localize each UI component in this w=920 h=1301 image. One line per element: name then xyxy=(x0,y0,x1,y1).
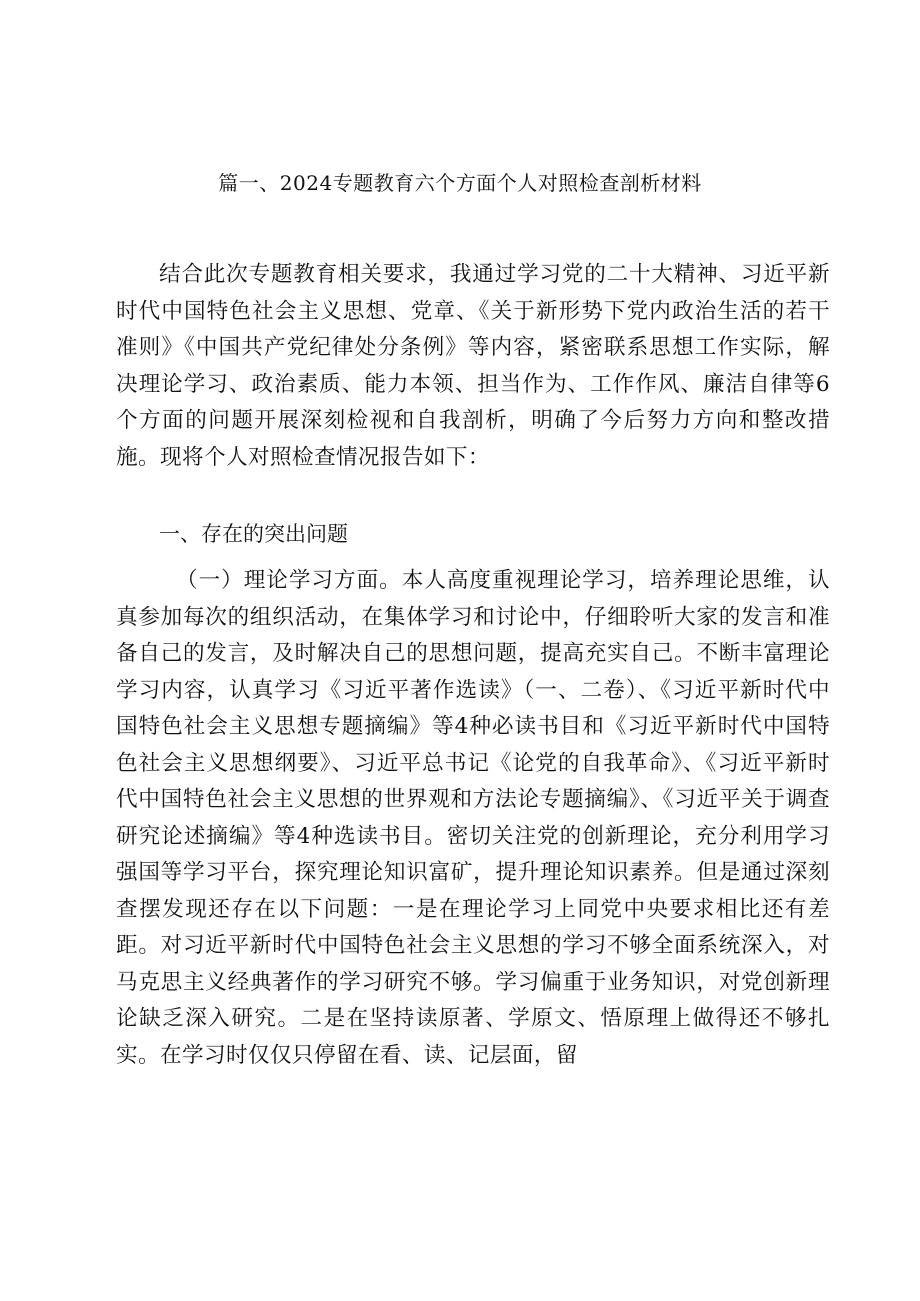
section-heading: 一、存在的突出问题 xyxy=(159,522,348,546)
document-title: 篇一、2024专题教育六个方面个人对照检查剖析材料 xyxy=(218,171,702,195)
intro-paragraph: 结合此次专题教育相关要求，我通过学习党的二十大精神、习近平新时代中国特色社会主义思想、党章、《关于新形势下党内政治生活的若干准则》《中国共产党纪律处分条例》等内容，紧密联系思想工作实际，解决理论学习、政治素质、能力本领、担当作为、工作作风、廉洁自律等6个方面的问题开展深刻检视和自我剖析，明确了今后努力方向和整改措施。现将个人对照检查情况报告如下： xyxy=(116,262,830,470)
section-paragraph: （一）理论学习方面。本人高度重视理论学习，培养理论思维，认真参加每次的组织活动，在集体学习和讨论中，仔细聆听大家的发言和准备自己的发言，及时解决自己的思想问题，提高充实自己。不断丰富理论学习内容，认真学习《习近平著作选读》（一、二卷）、《习近平新时代中国特色社会主义思想专题摘编》等4种必读书目和《习近平新时代中国特色社会主义思想纲要》、习近平总书记《论党的自我革命》、《习近平新时代中国特色社会主义思想的世界观和方法论专题摘编》、《习近平关于调查研究论述摘编》等4种选读书目。密切关注党的创新理论，充分利用学习强国等学习平台，探究理论知识富矿，提升理论知识素养。但是通过深刻查摆发现还存在以下问题：一是在理论学习上同党中央要求相比还有差距。对习近平新时代中国特色社会主义思想的学习不够全面系统深入，对马克思主义经典著作的学习研究不够。学习偏重于业务知识，对党创新理论缺乏深入研究。二是在坚持读原著、学原文、悟原理上做得还不够扎实。在学习时仅仅只停留在看、读、记层面，留 xyxy=(116,568,830,1068)
